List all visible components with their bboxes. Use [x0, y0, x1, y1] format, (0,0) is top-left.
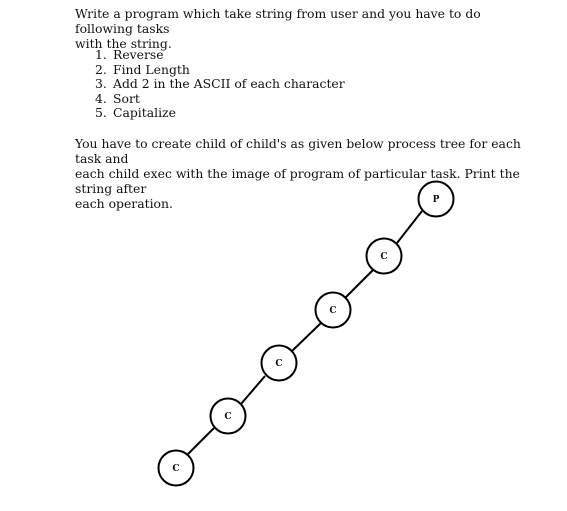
task-item: 3. Add 2 in the ASCII of each character [95, 76, 345, 91]
tree-node-child [367, 239, 402, 274]
tree-node-child [211, 399, 246, 434]
tree-node-child [316, 293, 351, 328]
node-label: P [432, 195, 440, 205]
task-item: 1. Reverse [95, 47, 164, 62]
tree-node-child [262, 346, 297, 381]
tree-edge [292, 323, 321, 351]
tree-node-parent [419, 182, 454, 217]
node-label: C [224, 412, 232, 422]
node-label: C [172, 464, 180, 474]
tree-node-child [159, 451, 194, 486]
instructions-line-3: each operation. [75, 196, 173, 211]
tree-edge [187, 428, 214, 455]
task-item: 5. Capitalize [95, 105, 176, 120]
task-item: 2. Find Length [95, 61, 190, 77]
node-label: C [380, 252, 388, 262]
intro-line-1: Write a program which take string from user and you have to do following tasks [75, 6, 481, 36]
node-label: C [329, 306, 337, 316]
instructions-line-1: You have to create child of child's as given below process tree for each task and [75, 136, 521, 166]
instructions-line-2: each child exec with the image of program of particular task. Print the string after [75, 166, 520, 196]
node-label: C [275, 359, 283, 369]
intro-line-2: with the string. [75, 36, 172, 51]
tree-edge [397, 211, 422, 243]
tree-edge [241, 376, 265, 404]
task-item: 4. Sort [95, 90, 140, 106]
tree-edge [345, 270, 373, 298]
